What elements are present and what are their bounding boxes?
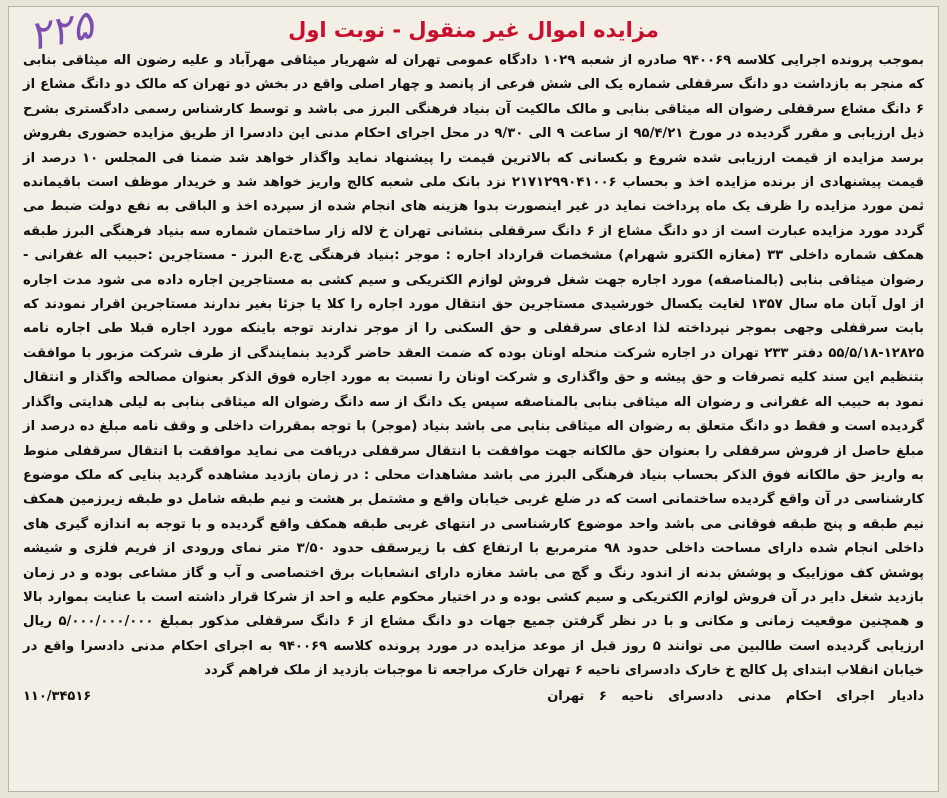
ref-col [23,686,91,708]
auction-notice [8,1,939,792]
notice-title: مزایده اموال غیر منقول - نوبت اول [288,18,659,42]
notice-header [23,1,924,61]
handwritten-number: ۲۲۵ [24,1,98,61]
notice-body: بموجب پرونده اجرایی کلاسه ۹۴۰۰۶۹ صادره از شعبه ۱۰۲۹ دادگاه عمومی تهران له شهریار میثاقی مهرآباد و علیه رضون اله میثاقی بنابی که منجر به بازداشت دو دانگ سرقفلی شماره یک الی شش فرعی از پانصد و چهار اصلی واقع در بخش دو تهران که مالک دو دانگ مشاع از ۶ دانگ مشاع سرقفلی رضوان اله میثاقی بنابی و مالک مالکیت آن بنیاد فرهنگی البرز می باشد و توسط کارشناس رسمی دادگستری بشرح ذیل ارزیابی و مقرر گردیده در مورخ ۹۵/۴/۲۱ از ساعت ۹ الی ۹/۳۰ در محل اجرای احکام مدنی این دادسرا از طریق مزایده حضوری بفروش برسد مزایده از قیمت ارزیابی شده شروع و بکسانی که بالاترین قیمت را پیشنهاد نماید واگذار خواهد شد ضمنا فی المجلس ۱۰ درصد از قیمت پیشنهادی از برنده مزایده اخذ و بحساب ۲۱۷۱۲۹۹۰۴۱۰۰۶ نزد بانک ملی شعبه کالج واریز خواهد شد و خریدار موظف است باقیمانده ثمن مورد مزایده را ظرف یک ماه پرداخت نماید در غیر اینصورت بدوا هزینه های انجام شده از سپرده اخذ و الباقی به نفع دولت ضبط می گردد مورد مزایده عبارت است از دو دانگ مشاع از ۶ دانگ سرقفلی بنشانی تهران خ لاله زار ساختمان شماره سه بنیاد فرهنگی البرز طبقه همکف شماره داخلی ۳۳ (مغازه الکترو شهرام) مشخصات قرارداد اجاره : موجر :بنیاد فرهنگی ج.ع البرز - مستاجرین :حبیب اله غفرانی - رضوان میثاقی بنابی (بالمناصفه) مورد اجاره جهت شغل فروش لوازم الکتریکی و سیم کشی به مستاجرین اجاره داده می شود مدت اجاره از اول آبان ماه سال ۱۳۵۷ لغایت یکسال خورشیدی مستاجرین حق انتقال مورد اجاره را کلا یا جزئا بغیر ندارند مستاجرین اقرار نمودند که بابت سرقفلی وجهی بموجر نپرداخته لذا ادعای سرقفلی و حق السکنی را از موجر ندارند توجه باینکه مورد اجاره قبلا طی اجاره نامه ۱۲۸۲۵-۵۵/۵/۱۸ دفتر ۲۳۳ تهران در اجاره شرکت منحله اونان بوده که ضمت العقد حاضر گردید بنمایندگی از طرف شرکت مزبور با موافقت بتنظیم این سند کلیه تصرفات و حق پیشه و حق واگذاری و شرکت اونان را نسبت به مورد اجاره فوق الذکر بعنوان مصالحه واگذار و انتقال نمود به حبیب اله غفرانی و رضوان اله میثاقی بنابی بالمناصفه سپس یک دانگ از سه دانگ رضوان اله میثاقی بنابی به لیلی هدایتی واگذار گردیده است و فقط دو دانگ متعلق به رضوان اله میثاقی بنابی می باشد بنیاد (موجر) با توجه بمقررات داخلی و وقف نامه مبلغ ده درصد از مبلغ حاصل از فروش سرقفلی را بعنوان حق مالکانه جهت موافقت با انتقال سرقفلی دریافت می نماید موافقت با انتقال سرقفلی منوط به واریز حق مالکانه فوق الذکر بحساب بنیاد فرهنگی البرز می باشد مشاهدات محلی : در زمان بازدید مشاهده گردید بنایی که ملک موضوع کارشناسی در آن واقع گردیده ساختمانی است که در ضلع غربی خیابان واقع و مشتمل بر هشت و نیم طبقه شامل دو طبقه زیرزمین همکف نیم طبقه و پنج طبقه فوقانی می باشد واحد موضوع کارشناسی در انتهای غربی طبقه همکف واقع گردیده و با توجه به اندازه گیری های داخلی انجام شده دارای مساحت داخلی حدود ۹۸ مترمربع با ارتفاع کف با زیرسقف حدود ۳/۵۰ متر نمای ورودی از فریم فلزی و شیشه پوشش کف موزاییک و پوشش بدنه از اندود رنگ و گچ می باشد مغازه دارای انشعابات برق اختصاصی و آب و گاز مشاعی بوده و در زمان بازدید شغل دایر در آن فروش لوازم الکتریکی و سیم کشی بوده و در اختیار محکوم علیه و احد از شرکا قرار داشته است با عنایت بموارد بالا و همچنین موقعیت زمانی و مکانی و با در نظر گرفتن جمیع جهات دو دانگ مشاع از ۶ دانگ سرقفلی مذکور بمبلغ ۵/۰۰۰/۰۰۰/۰۰۰ ریال ارزیابی گردیده است طالبین می توانند ۵ روز قبل از موعد مزایده در مورد پرونده کلاسه ۹۴۰۰۶۹ به اجرای احکام مدنی دادسرا واقع در خیابان انقلاب ابتدای پل کالج خ خارک دادسرای ناحیه ۶ تهران خارک مراجعه تا موجبات بازدید از ملک فراهم گردد [23,53,925,679]
signature-line: دادیار اجرای احکام مدنی دادسرای ناحیه ۶ تهران [547,688,924,704]
notice-footer [23,686,924,708]
reference-number: ۱۱۰/۳۴۵۱۶ [23,688,92,704]
